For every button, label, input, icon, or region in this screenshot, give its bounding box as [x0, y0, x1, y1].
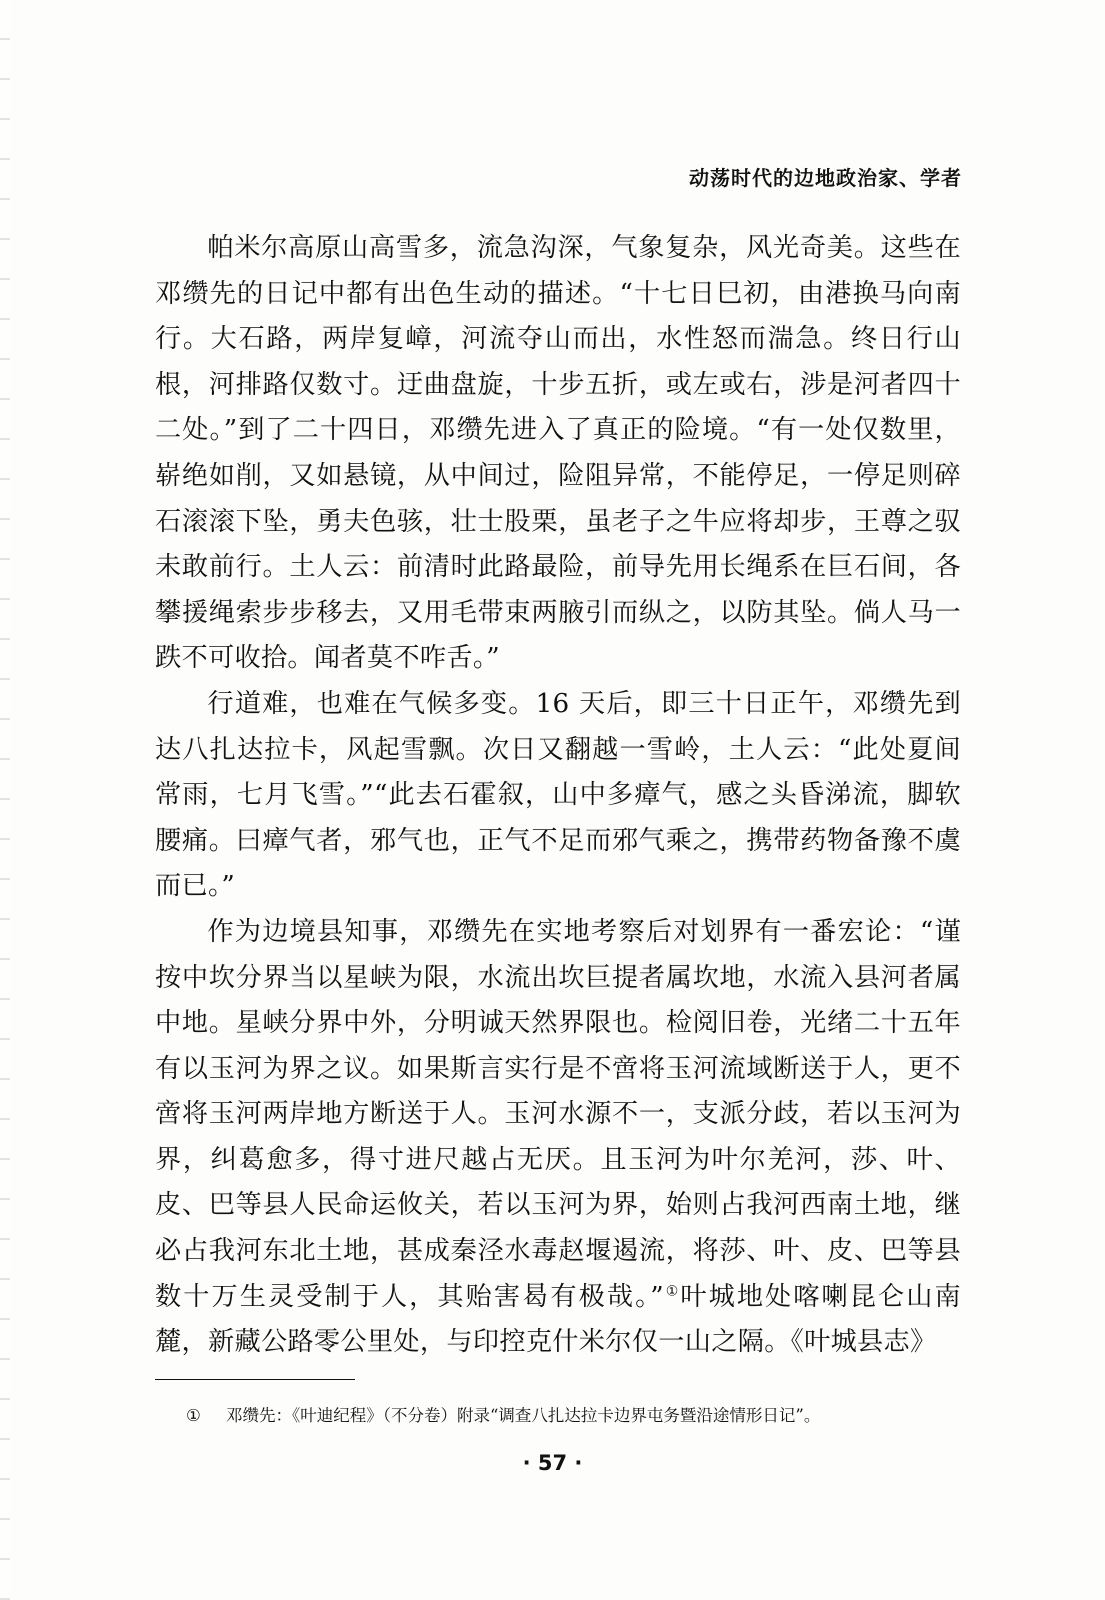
paragraph-1: 帕米尔高原山高雪多，流急沟深，气象复杂，风光奇美。这些在邓缵先的日记中都有出色生动的描述。“十七日巳初，由港换马向南行。大石路，两岸复嶂，河流夺山而出，水性怒而湍急。终日行山根，河排路仅数寸。迂曲盘旋，十步五折，或左或右，涉是河者四十二处。”到了二十四日，邓缵先进入了真正的险境。“有一处仅数里，崭绝如削，又如悬镜，从中间过，险阻异常，不能停足，一停足则碎石滚滚下坠，勇夫色骇，壮士股栗，虽老子之牛应将却步，王尊之驭未敢前行。土人云：前清时此路最险，前导先用长绳系在巨石间，各攀援绳索步步移去，又用毛带束两腋引而纵之，以防其坠。倘人马一跌不可收拾。闻者莫不咋舌。”	[155, 233, 961, 674]
footnote-mark: ①	[186, 1406, 201, 1425]
footnote	[186, 1402, 820, 1426]
running-header: 动荡时代的边地政治家、学者	[689, 166, 962, 190]
scan-edge-marks	[0, 0, 10, 1600]
paragraph-3	[155, 910, 961, 1366]
paragraph-2: 行道难，也难在气候多变。16 天后，即三十日正午，邓缵先到达八扎达拉卡，风起雪飘。次日又翻越一雪岭，土人云：“此处夏间常雨，七月飞雪。”“此去石霍叙，山中多瘴气，感之头昏涕流，脚软腰痛。曰瘴气者，邪气也，正气不足而邪气乘之，携带药物备豫不虞而已。”	[155, 688, 961, 902]
body-text	[155, 226, 961, 1366]
footnote-divider	[155, 1379, 355, 1380]
page-number: · 57 ·	[522, 1451, 583, 1475]
paragraph-3-text: 作为边境县知事，邓缵先在实地考察后对划界有一番宏论：“谨按中坎分界当以星峡为限，水流出坎巨提者属坎地，水流入县河者属中地。星峡分界中外，分明诚天然界限也。检阅旧卷，光绪二十五年有以玉河为界之议。如果斯言实行是不啻将玉河流域断送于人，更不啻将玉河两岸地方断送于人。玉河水源不一，支派分歧，若以玉河为界，纠葛愈多，得寸进尺越占无厌。且玉河为叶尔羌河，莎、叶、皮、巴等县人民命运攸关，若以玉河为界，始则占我河西南土地，继必占我河东北土地，甚成秦泾水毒赵堰遏流，将莎、叶、皮、巴等县数十万生灵受制于人，其贻害曷有极哉。”	[155, 916, 961, 1312]
footnote-text: 邓缵先：《叶迪纪程》（不分卷）附录“调查八扎达拉卡边界屯务暨沿途情形日记”。	[226, 1406, 821, 1425]
paragraph-3-continuation: 叶城地处喀喇昆仑山南麓，新藏公路零公里处，与印控克什米尔仅一山之隔。《叶城县志》	[155, 1281, 961, 1358]
footnote-reference[interactable]: ①	[663, 1282, 681, 1299]
